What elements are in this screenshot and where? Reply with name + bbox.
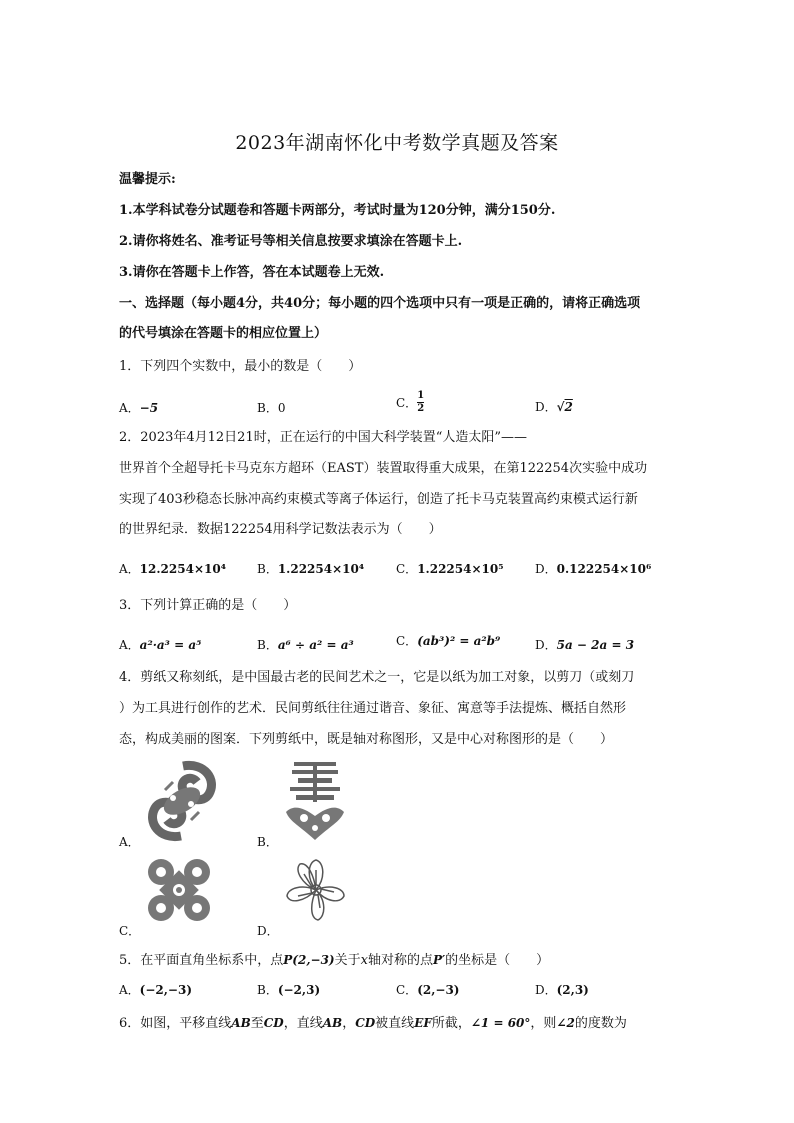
q6-p6: 所截， [431,1016,471,1031]
q3-value-d: 5a − 2a = 3 [556,638,635,652]
q1-label-a: A． [119,401,140,415]
q5-stem-post: 的坐标是（ ） [445,953,550,968]
q6-cd2: CD [355,1016,376,1030]
tips-heading: 温馨提示: [119,172,176,187]
q6-p7: ，则 [530,1016,557,1031]
q2-label-b: B． [257,562,278,576]
q5-value-b: (−2,3) [277,983,321,997]
page-title: 2023年湖南怀化中考数学真题及答案 [235,132,559,154]
papercut-double-happiness-image [280,760,350,842]
q5-point: P(2,−3) [283,953,335,967]
q2-label-c: C． [396,562,418,576]
q1-fraction-c [417,391,424,414]
q6-ef: EF [414,1016,432,1030]
tip-item-1: 1.本学科试卷分试题卷和答题卡两部分，考试时量为120分钟，满分150分. [119,203,556,218]
q5-option-a [119,981,192,998]
q6-p5: 被直线 [375,1016,415,1031]
q5-option-b [257,981,320,998]
q6-stem [119,1012,627,1031]
tip-item-3: 3.请你在答题卡上作答，答在本试题卷上无效. [119,265,385,280]
q2-value-d: 0.122254×10⁶ [556,562,652,576]
q3-label-d: D． [535,638,557,652]
q2-label-a: A． [119,562,140,576]
q3-option-d [535,636,634,653]
q1-label-b: B． [257,401,278,415]
q2-value-c: 1.22254×10⁵ [417,562,504,576]
q2-value-a: 12.2254×10⁴ [139,562,226,576]
section1-line2: 的代号填涂在答题卡的相应位置上） [119,326,328,341]
q2-option-c [396,560,503,577]
q5-option-d [535,981,589,998]
q2-line-4: 的世界纪录．数据122254用科学记数法表示为（ ） [119,522,442,537]
q4-label-d: D． [257,924,279,938]
q4-line-2: ）为工具进行创作的艺术．民间剪纸往往通过谐音、象征、寓意等手法提炼、概括自然形 [119,701,627,716]
q5-stem-pre: 5．在平面直角坐标系中，点 [119,953,284,968]
q3-stem: 3．下列计算正确的是（ ） [119,598,297,613]
sqrt-icon: √ [556,400,565,414]
papercut-fish-image [143,760,221,842]
q6-ab2: AB [322,1016,343,1030]
q1-c-numerator: 1 [417,390,425,401]
q6-p8: 的度数为 [574,1016,627,1031]
q5-axis: x [360,953,368,968]
q1-option-c [396,391,424,414]
q1-option-d [535,398,573,415]
q5-point2: P′ [432,953,446,967]
q5-option-c [396,981,459,998]
q1-c-denominator: 2 [417,403,425,414]
q6-p1: 6．如图，平移直线 [119,1016,232,1031]
q4-line-3: 态，构成美丽的图案．下列剪纸中，既是轴对称图形，又是中心对称图形的是（ ） [119,732,614,747]
papercut-square-flower-image [143,854,215,926]
q6-angle2: ∠2 [556,1016,575,1030]
q2-line-2: 世界首个全超导托卡马克东方超环（EAST）装置取得重大成果，在第122254次实验中成功 [119,461,648,476]
q5-label-b: B． [257,983,278,997]
q1-option-a [119,399,158,416]
q5-value-a: (−2,−3) [139,983,193,997]
q6-angle: ∠1 = 60° [470,1016,531,1030]
q2-value-b: 1.22254×10⁴ [277,562,365,576]
q1-option-b [257,399,285,416]
q2-option-d [535,560,651,577]
tip-item-2: 2.请你将姓名、准考证号等相关信息按要求填涂在答题卡上. [119,234,463,249]
q5-label-d: D． [535,983,557,997]
q3-value-c: (ab³)² = a²b⁹ [417,634,501,648]
q4-label-b: B． [257,835,278,849]
q6-p4: ， [342,1016,356,1031]
q5-label-a: A． [119,983,140,997]
q5-stem [119,949,549,968]
q2-option-a [119,560,226,577]
q5-stem-mid: 关于 [334,953,361,968]
q3-option-b [257,636,354,653]
q1-value-d: 2 [564,400,573,414]
q4-label-a: A． [119,835,140,849]
q2-line-3: 实现了403秒稳态长脉冲高约束模式等离子体运行，创造了托卡马克装置高约束模式运行新 [119,492,638,507]
q1-label-c: C． [396,396,418,410]
q3-label-b: B． [257,638,278,652]
q5-label-c: C． [396,983,418,997]
q4-label-c: C． [119,924,141,938]
q1-stem: 1．下列四个实数中，最小的数是（ ） [119,359,362,374]
q6-p3: ，直线 [283,1016,323,1031]
q6-p2: 至 [250,1016,264,1031]
q3-value-a: a²·a³ = a⁵ [139,638,202,652]
q1-value-b: 0 [277,401,286,415]
q3-label-a: A． [119,638,140,652]
q1-label-d: D． [535,400,557,414]
q3-option-c [396,632,500,649]
q6-cd: CD [263,1016,284,1030]
q2-line-1: 2．2023年4月12日21时，正在运行的中国大科学装置“人造太阳”—— [119,430,528,445]
q3-option-a [119,636,201,653]
q2-option-b [257,560,364,577]
q6-ab: AB [231,1016,251,1030]
q5-stem-mid2: 轴对称的点 [367,953,433,968]
q4-line-1: 4．剪纸又称刻纸，是中国最古老的民间艺术之一，它是以纸为加工对象，以剪刀（或刻刀 [119,670,635,685]
section1-line1: 一、选择题（每小题4分，共40分；每小题的四个选项中只有一项是正确的，请将正确选项 [119,296,641,311]
q5-value-c: (2,−3) [417,983,460,997]
papercut-five-petal-flower-image [282,856,350,924]
q3-value-b: a⁶ ÷ a² = a³ [277,638,354,652]
q2-label-d: D． [535,562,557,576]
q5-value-d: (2,3) [556,983,589,997]
q3-label-c: C． [396,634,418,648]
q1-value-a: −5 [139,401,159,415]
